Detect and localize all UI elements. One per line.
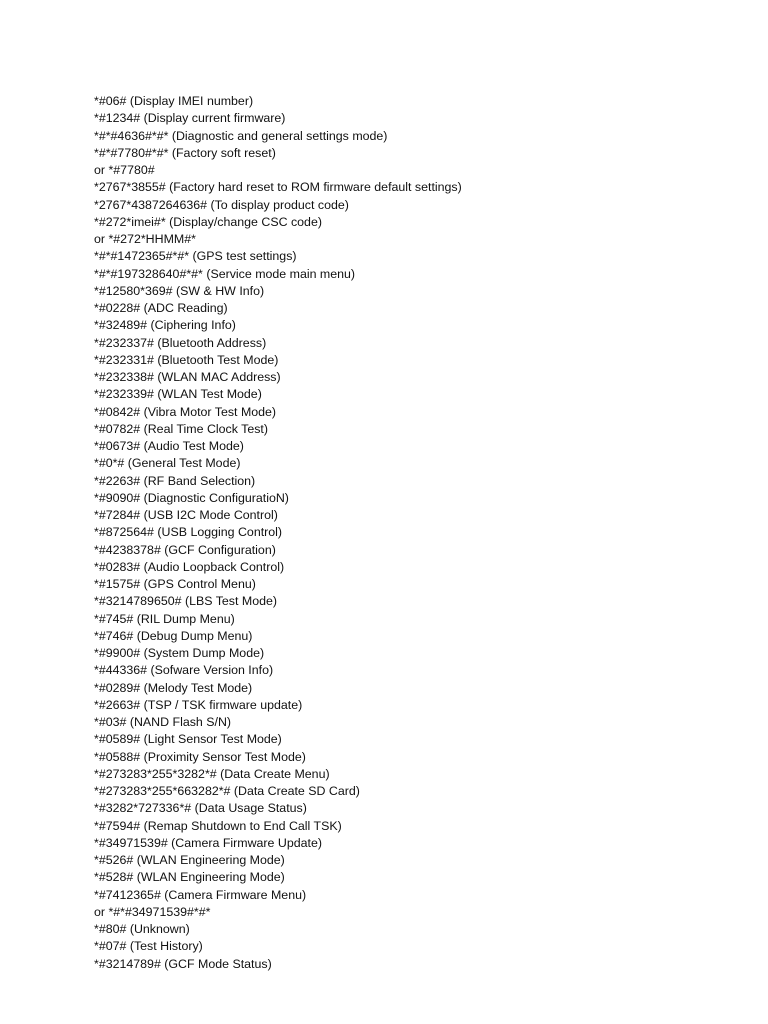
code-line: *#07# (Test History) xyxy=(94,939,203,954)
code-line: *#0588# (Proximity Sensor Test Mode) xyxy=(94,749,306,764)
code-line: *#7594# (Remap Shutdown to End Call TSK) xyxy=(94,818,342,833)
code-line: *#0*# (General Test Mode) xyxy=(94,456,241,471)
code-line: *#872564# (USB Logging Control) xyxy=(94,525,283,540)
code-line: *#*#1472365#*#* (GPS test settings) xyxy=(94,249,297,264)
code-line: *#526# (WLAN Engineering Mode) xyxy=(94,853,285,867)
secret-codes-list xyxy=(94,93,462,973)
code-line: *#0228# (ADC Reading) xyxy=(94,301,228,315)
code-line: *#7412365# (Camera Firmware Menu) xyxy=(94,887,307,902)
code-line: *#2663# (TSP / TSK firmware update) xyxy=(94,697,303,712)
code-line: *#3282*727336*# (Data Usage Status) xyxy=(94,801,307,816)
code-line: *#0289# (Melody Test Mode) xyxy=(94,680,253,695)
code-line: *#7284# (USB I2C Mode Control) xyxy=(94,508,278,522)
code-line: *#03# (NAND Flash S/N) xyxy=(94,715,232,729)
code-line: *#3214789# (GCF Mode Status) xyxy=(94,956,272,971)
code-line: *#9900# (System Dump Mode) xyxy=(94,646,265,660)
code-line: or *#*#34971539#*#* xyxy=(94,904,211,919)
code-line: *#34971539# (Camera Firmware Update) xyxy=(94,835,322,850)
code-line: *#0842# (Vibra Motor Test Mode) xyxy=(94,404,277,419)
code-line: *#746# (Debug Dump Menu) xyxy=(94,628,253,643)
code-line: *#273283*255*3282*# (Data Create Menu) xyxy=(94,766,330,781)
code-line: or *#272*HHMM#* xyxy=(94,232,196,246)
code-line: *#2263# (RF Band Selection) xyxy=(94,473,256,488)
code-line: or *#7780# xyxy=(94,163,155,177)
code-line: *#232339# (WLAN Test Mode) xyxy=(94,387,262,402)
code-line: *2767*3855# (Factory hard reset to ROM firmware default settings) xyxy=(94,180,462,195)
code-line: *#*#197328640#*#* (Service mode main menu) xyxy=(94,266,356,281)
code-line: *#0589# (Light Sensor Test Mode) xyxy=(94,732,282,747)
code-line: *#*#7780#*#* (Factory soft reset) xyxy=(94,145,276,160)
code-line: *#272*imei#* (Display/change CSC code) xyxy=(94,214,322,229)
code-line: *#232337# (Bluetooth Address) xyxy=(94,335,267,350)
code-line: *#0673# (Audio Test Mode) xyxy=(94,439,244,453)
code-line: *#745# (RIL Dump Menu) xyxy=(94,611,235,626)
code-line: *#44336# (Sofware Version Info) xyxy=(94,663,274,678)
code-line: *#0782# (Real Time Clock Test) xyxy=(94,421,269,436)
code-line: *#4238378# (GCF Configuration) xyxy=(94,542,276,557)
code-line: *#273283*255*663282*# (Data Create SD Card) xyxy=(94,784,360,798)
code-line: *#1575# (GPS Control Menu) xyxy=(94,577,256,591)
code-line: *#12580*369# (SW & HW Info) xyxy=(94,283,265,298)
code-line: *#80# (Unknown) xyxy=(94,922,190,936)
code-line: *#06# (Display IMEI number) xyxy=(94,94,254,108)
code-line: *#9090# (Diagnostic ConfiguratioN) xyxy=(94,490,289,505)
code-line: *#528# (WLAN Engineering Mode) xyxy=(94,870,285,885)
code-line: *#1234# (Display current firmware) xyxy=(94,111,286,126)
code-line: *#232338# (WLAN MAC Address) xyxy=(94,370,281,384)
code-line: *#3214789650# (LBS Test Mode) xyxy=(94,594,278,609)
code-line: *#232331# (Bluetooth Test Mode) xyxy=(94,352,279,367)
code-line: *#*#4636#*#* (Diagnostic and general settings mode) xyxy=(94,128,388,143)
code-line: *#32489# (Ciphering Info) xyxy=(94,318,236,333)
code-line: *2767*4387264636# (To display product code) xyxy=(94,197,349,212)
code-line: *#0283# (Audio Loopback Control) xyxy=(94,559,285,574)
